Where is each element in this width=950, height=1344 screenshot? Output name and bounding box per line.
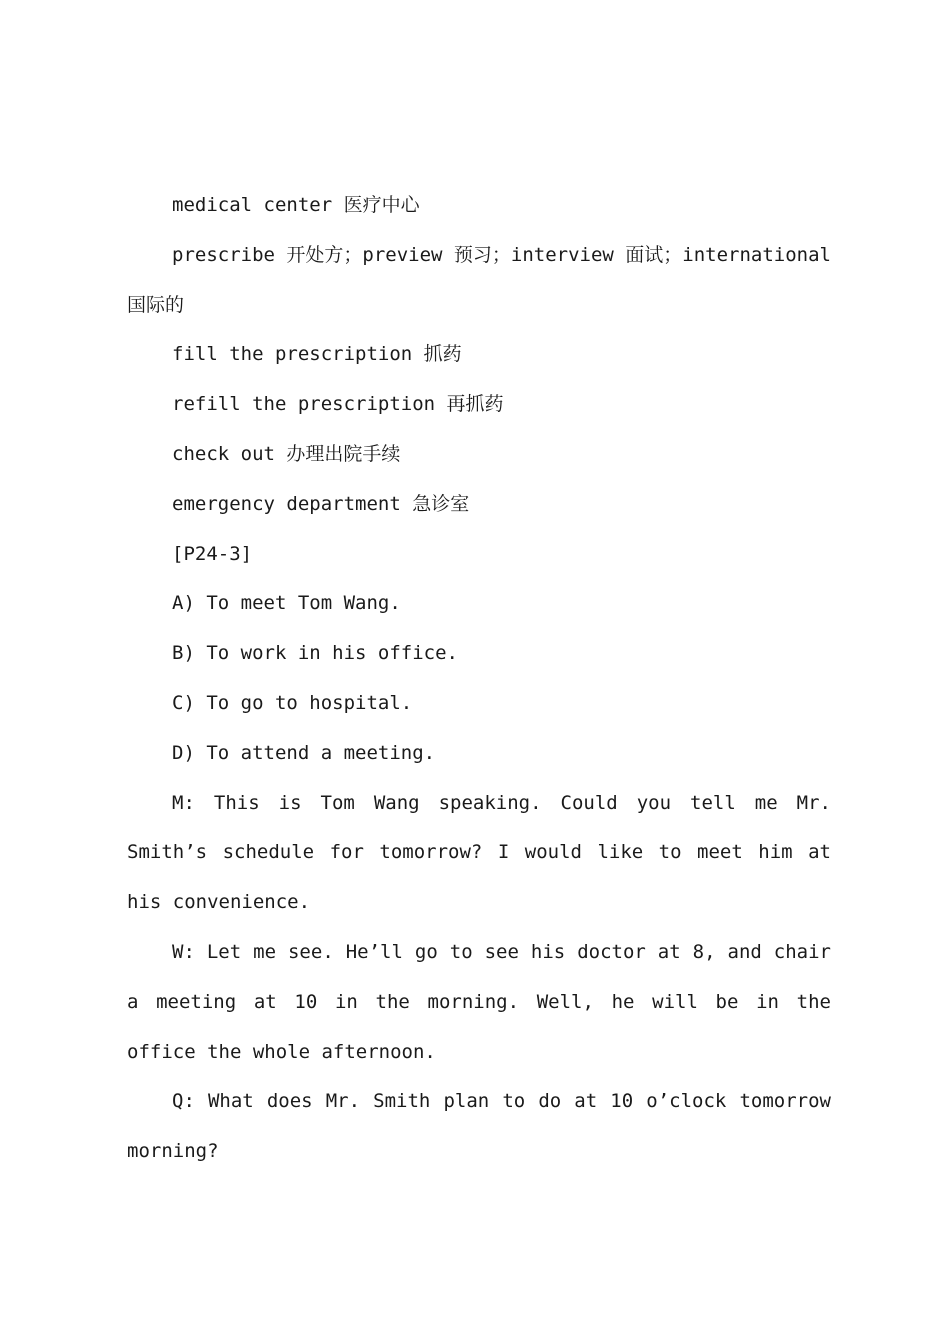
dialogue-question: Q: What does Mr. Smith plan to do at 10 o’clock tomorrow morning? <box>127 1090 831 1163</box>
vocab-line-prescribe: prescribe 开处方；preview 预习；interview 面试；international 国际的 <box>127 243 831 316</box>
question-reference: [P24-3] <box>172 542 253 565</box>
vocab-line-emergency-department: emergency department 急诊室 <box>172 492 470 515</box>
dialogue-man: M: This is Tom Wang speaking. Could you tell me Mr. Smith’s schedule for tomorrow? I would like to meet him at his convenience. <box>127 791 831 914</box>
vocab-line-medical-center: medical center 医疗中心 <box>172 194 420 216</box>
option-a: A) To meet Tom Wang. <box>172 592 401 615</box>
document-body <box>127 181 831 1177</box>
option-d: D) To attend a meeting. <box>172 741 436 764</box>
dialogue-woman: W: Let me see. He’ll go to see his doctor at 8, and chair a meeting at 10 in the morning. Well, he will be in the office the whole afternoon. <box>127 940 831 1063</box>
option-b: B) To work in his office. <box>172 642 458 665</box>
option-c: C) To go to hospital. <box>172 691 413 714</box>
vocab-line-check-out: check out 办理出院手续 <box>172 442 401 465</box>
vocab-line-fill-prescription: fill the prescription 抓药 <box>172 343 462 366</box>
vocab-line-refill-prescription: refill the prescription 再抓药 <box>172 393 504 416</box>
